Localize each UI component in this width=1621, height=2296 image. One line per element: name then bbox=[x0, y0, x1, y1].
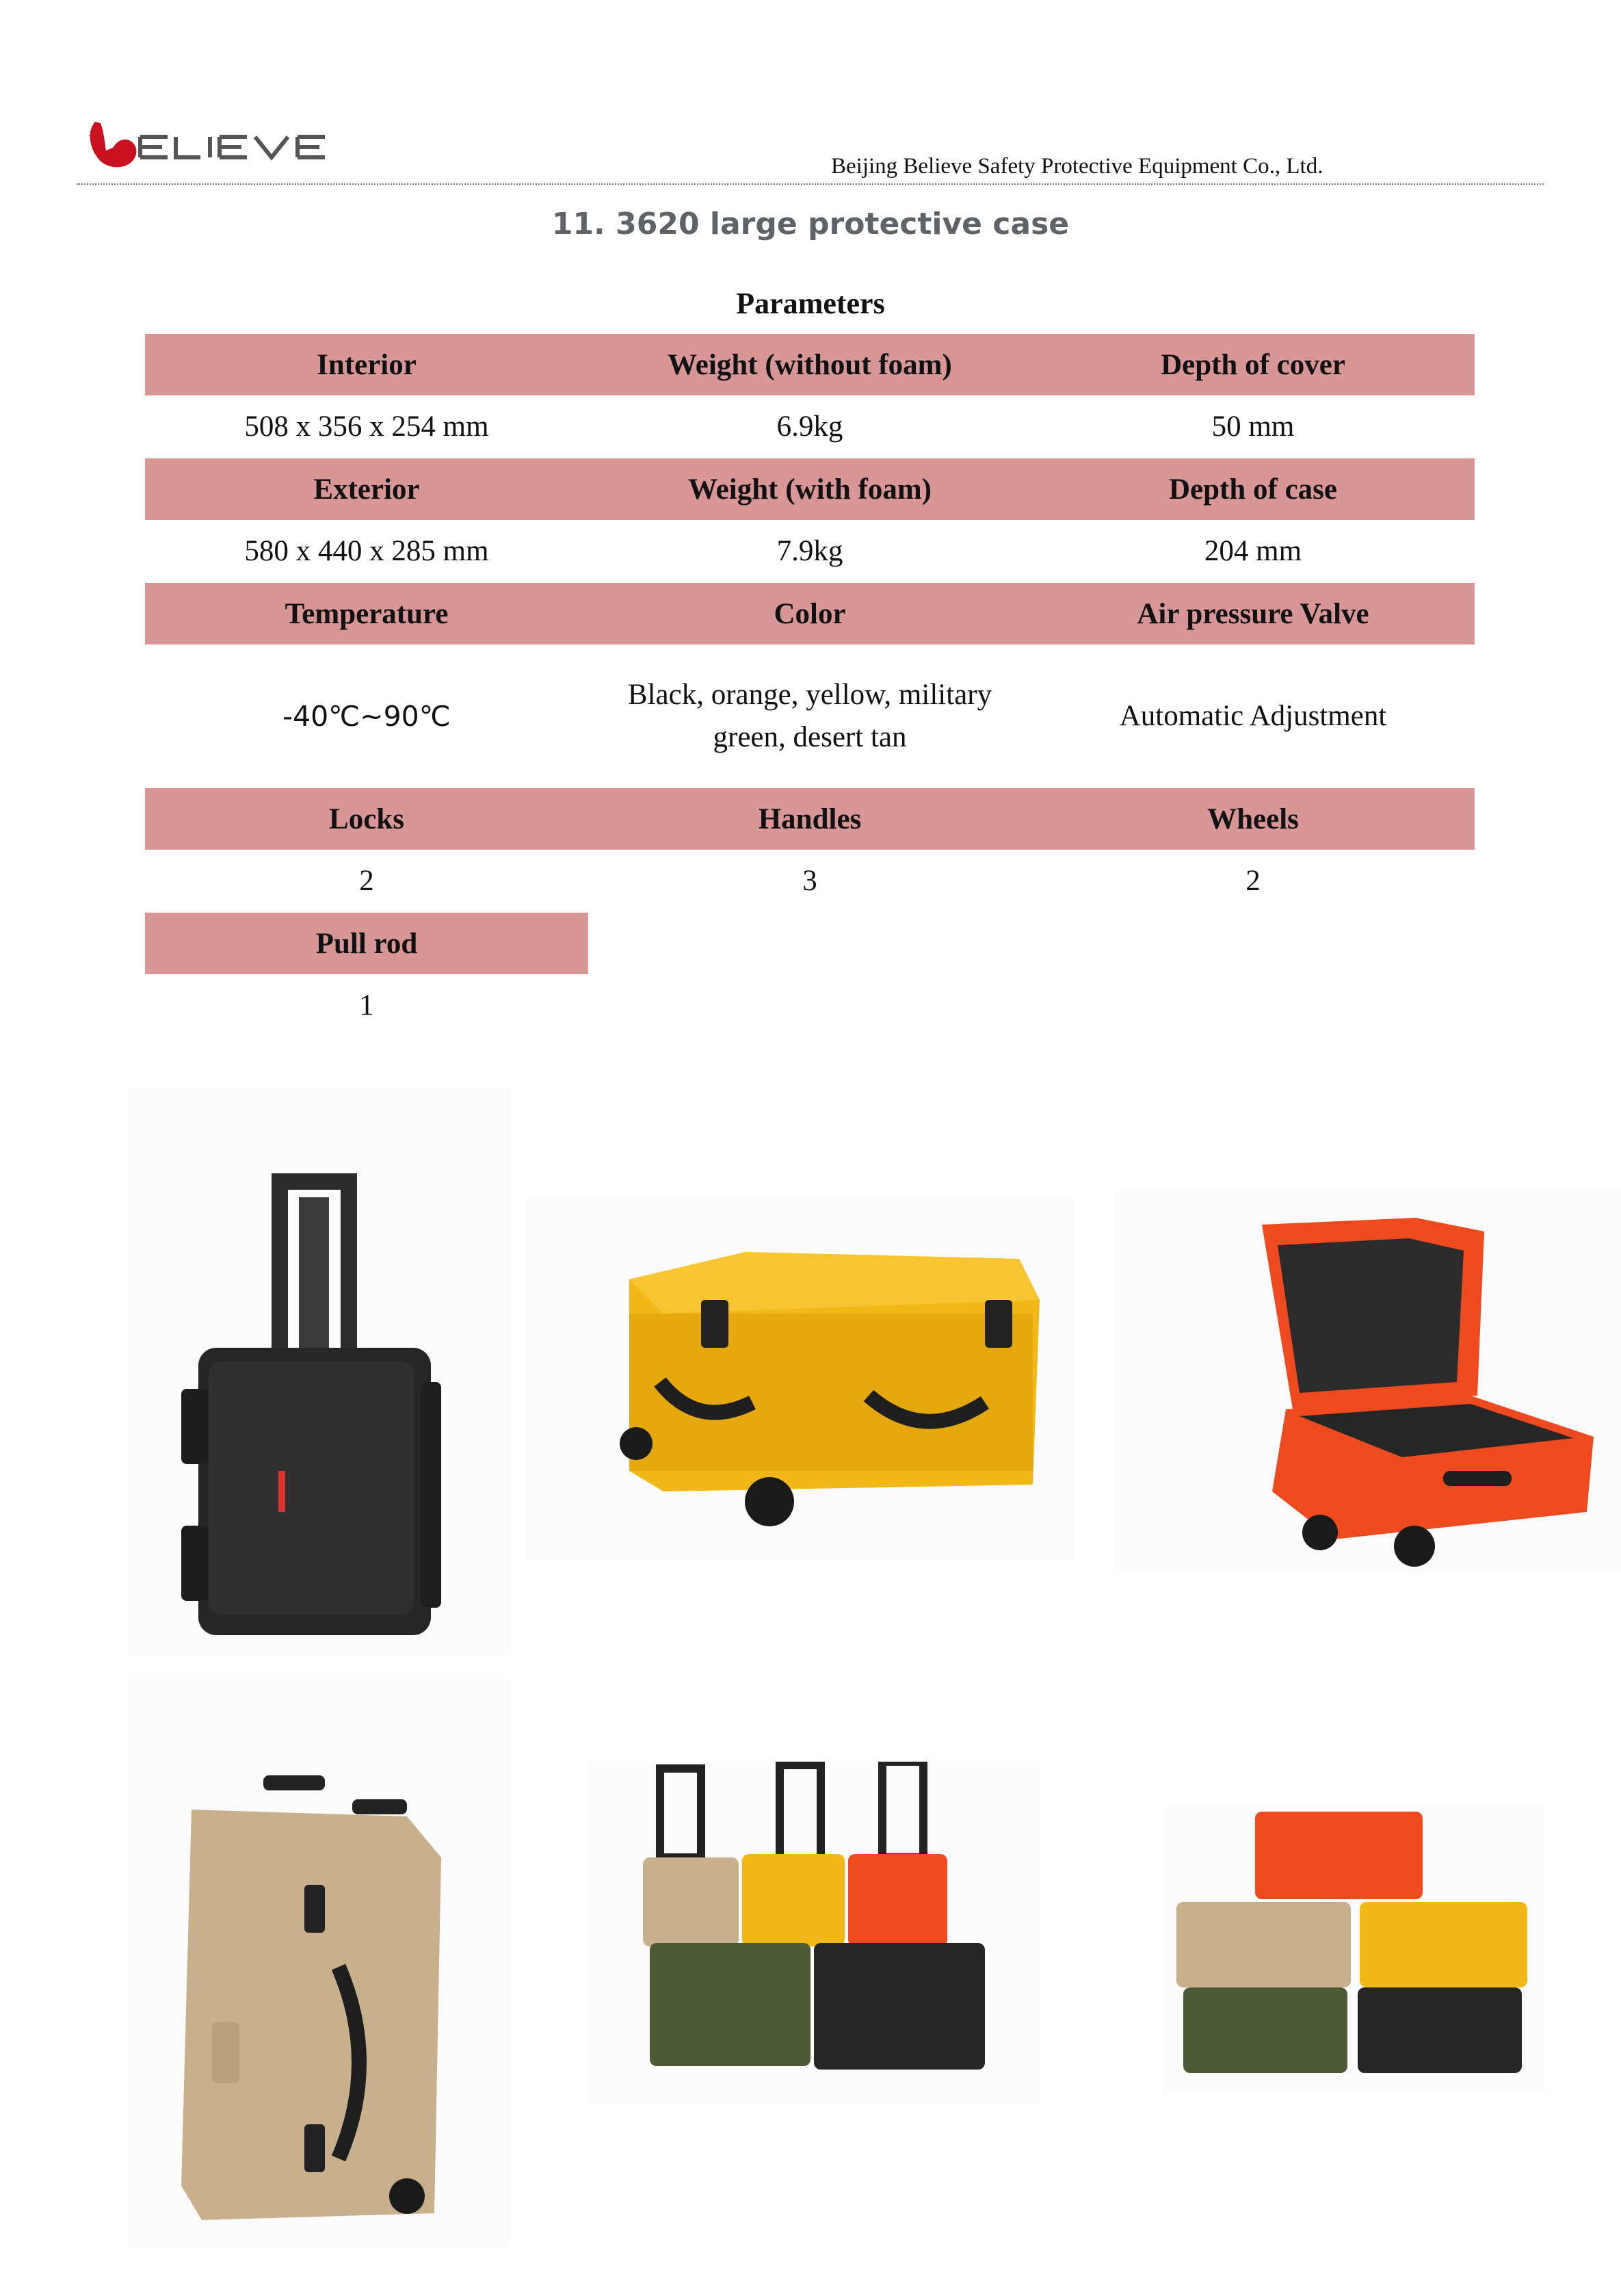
table-row bbox=[145, 395, 1475, 458]
parameters-table bbox=[145, 334, 1475, 1037]
header-depth-of-cover: Depth of cover bbox=[1031, 334, 1475, 395]
page-title: 11. 3620 large protective case bbox=[551, 207, 1070, 242]
header-depth-of-case: Depth of case bbox=[1031, 458, 1475, 520]
empty-value-cell bbox=[588, 974, 1031, 1037]
value-air-pressure-valve: Automatic Adjustment bbox=[1119, 700, 1387, 732]
value-temperature: -40℃~90℃ bbox=[282, 700, 451, 733]
table-header-row bbox=[145, 334, 1475, 395]
table-header-row bbox=[145, 913, 1475, 974]
header-weight-with-foam: Weight (with foam) bbox=[588, 458, 1031, 520]
pull-handle-icon bbox=[272, 1173, 357, 1351]
value-handles: 3 bbox=[802, 865, 817, 897]
black-case-photo bbox=[127, 1088, 510, 1656]
header-pull-rod: Pull rod bbox=[145, 913, 588, 974]
logo-mark-icon bbox=[88, 122, 136, 167]
value-locks: 2 bbox=[359, 865, 374, 897]
value-depth-of-cover: 50 mm bbox=[1211, 410, 1295, 443]
value-interior: 508 x 356 x 254 mm bbox=[244, 410, 489, 443]
header-wheels: Wheels bbox=[1031, 788, 1475, 850]
believe-logo bbox=[85, 116, 352, 178]
parameters-heading: Parameters bbox=[736, 287, 885, 320]
five-cases-trolley-photo bbox=[588, 1762, 1040, 2104]
header-color: Color bbox=[588, 583, 1031, 644]
value-pull-rod: 1 bbox=[359, 989, 374, 1021]
value-color: Black, orange, yellow, military green, desert tan bbox=[627, 679, 992, 753]
value-depth-of-case: 204 mm bbox=[1204, 535, 1302, 567]
table-header-row bbox=[145, 788, 1475, 850]
empty-value-cell bbox=[1031, 974, 1475, 1037]
header-temperature: Temperature bbox=[145, 583, 588, 644]
orange-open-case-photo bbox=[1115, 1190, 1621, 1574]
header-weight-without-foam: Weight (without foam) bbox=[588, 334, 1031, 395]
value-exterior: 580 x 440 x 285 mm bbox=[244, 535, 489, 567]
header-locks: Locks bbox=[145, 788, 588, 850]
table-row bbox=[145, 850, 1475, 913]
table-row bbox=[145, 644, 1475, 788]
company-name: Beijing Believe Safety Protective Equipment Co., Ltd. bbox=[831, 154, 1323, 179]
value-weight-with-foam: 7.9kg bbox=[776, 535, 843, 567]
empty-header-cell bbox=[588, 913, 1031, 974]
value-weight-without-foam: 6.9kg bbox=[776, 410, 843, 443]
logo-wordmark-icon bbox=[140, 137, 325, 157]
value-wheels: 2 bbox=[1246, 865, 1261, 897]
header-air-pressure-valve: Air pressure Valve bbox=[1031, 583, 1475, 644]
tan-case-photo bbox=[127, 1680, 510, 2247]
header-handles: Handles bbox=[588, 788, 1031, 850]
empty-header-cell bbox=[1031, 913, 1475, 974]
header-interior: Interior bbox=[145, 334, 588, 395]
table-row bbox=[145, 974, 1475, 1037]
yellow-case-photo bbox=[527, 1197, 1074, 1560]
header-exterior: Exterior bbox=[145, 458, 588, 520]
table-header-row bbox=[145, 583, 1475, 644]
table-header-row bbox=[145, 458, 1475, 520]
table-row bbox=[145, 520, 1475, 583]
header-divider bbox=[77, 183, 1544, 185]
five-cases-stack-photo bbox=[1163, 1806, 1546, 2093]
